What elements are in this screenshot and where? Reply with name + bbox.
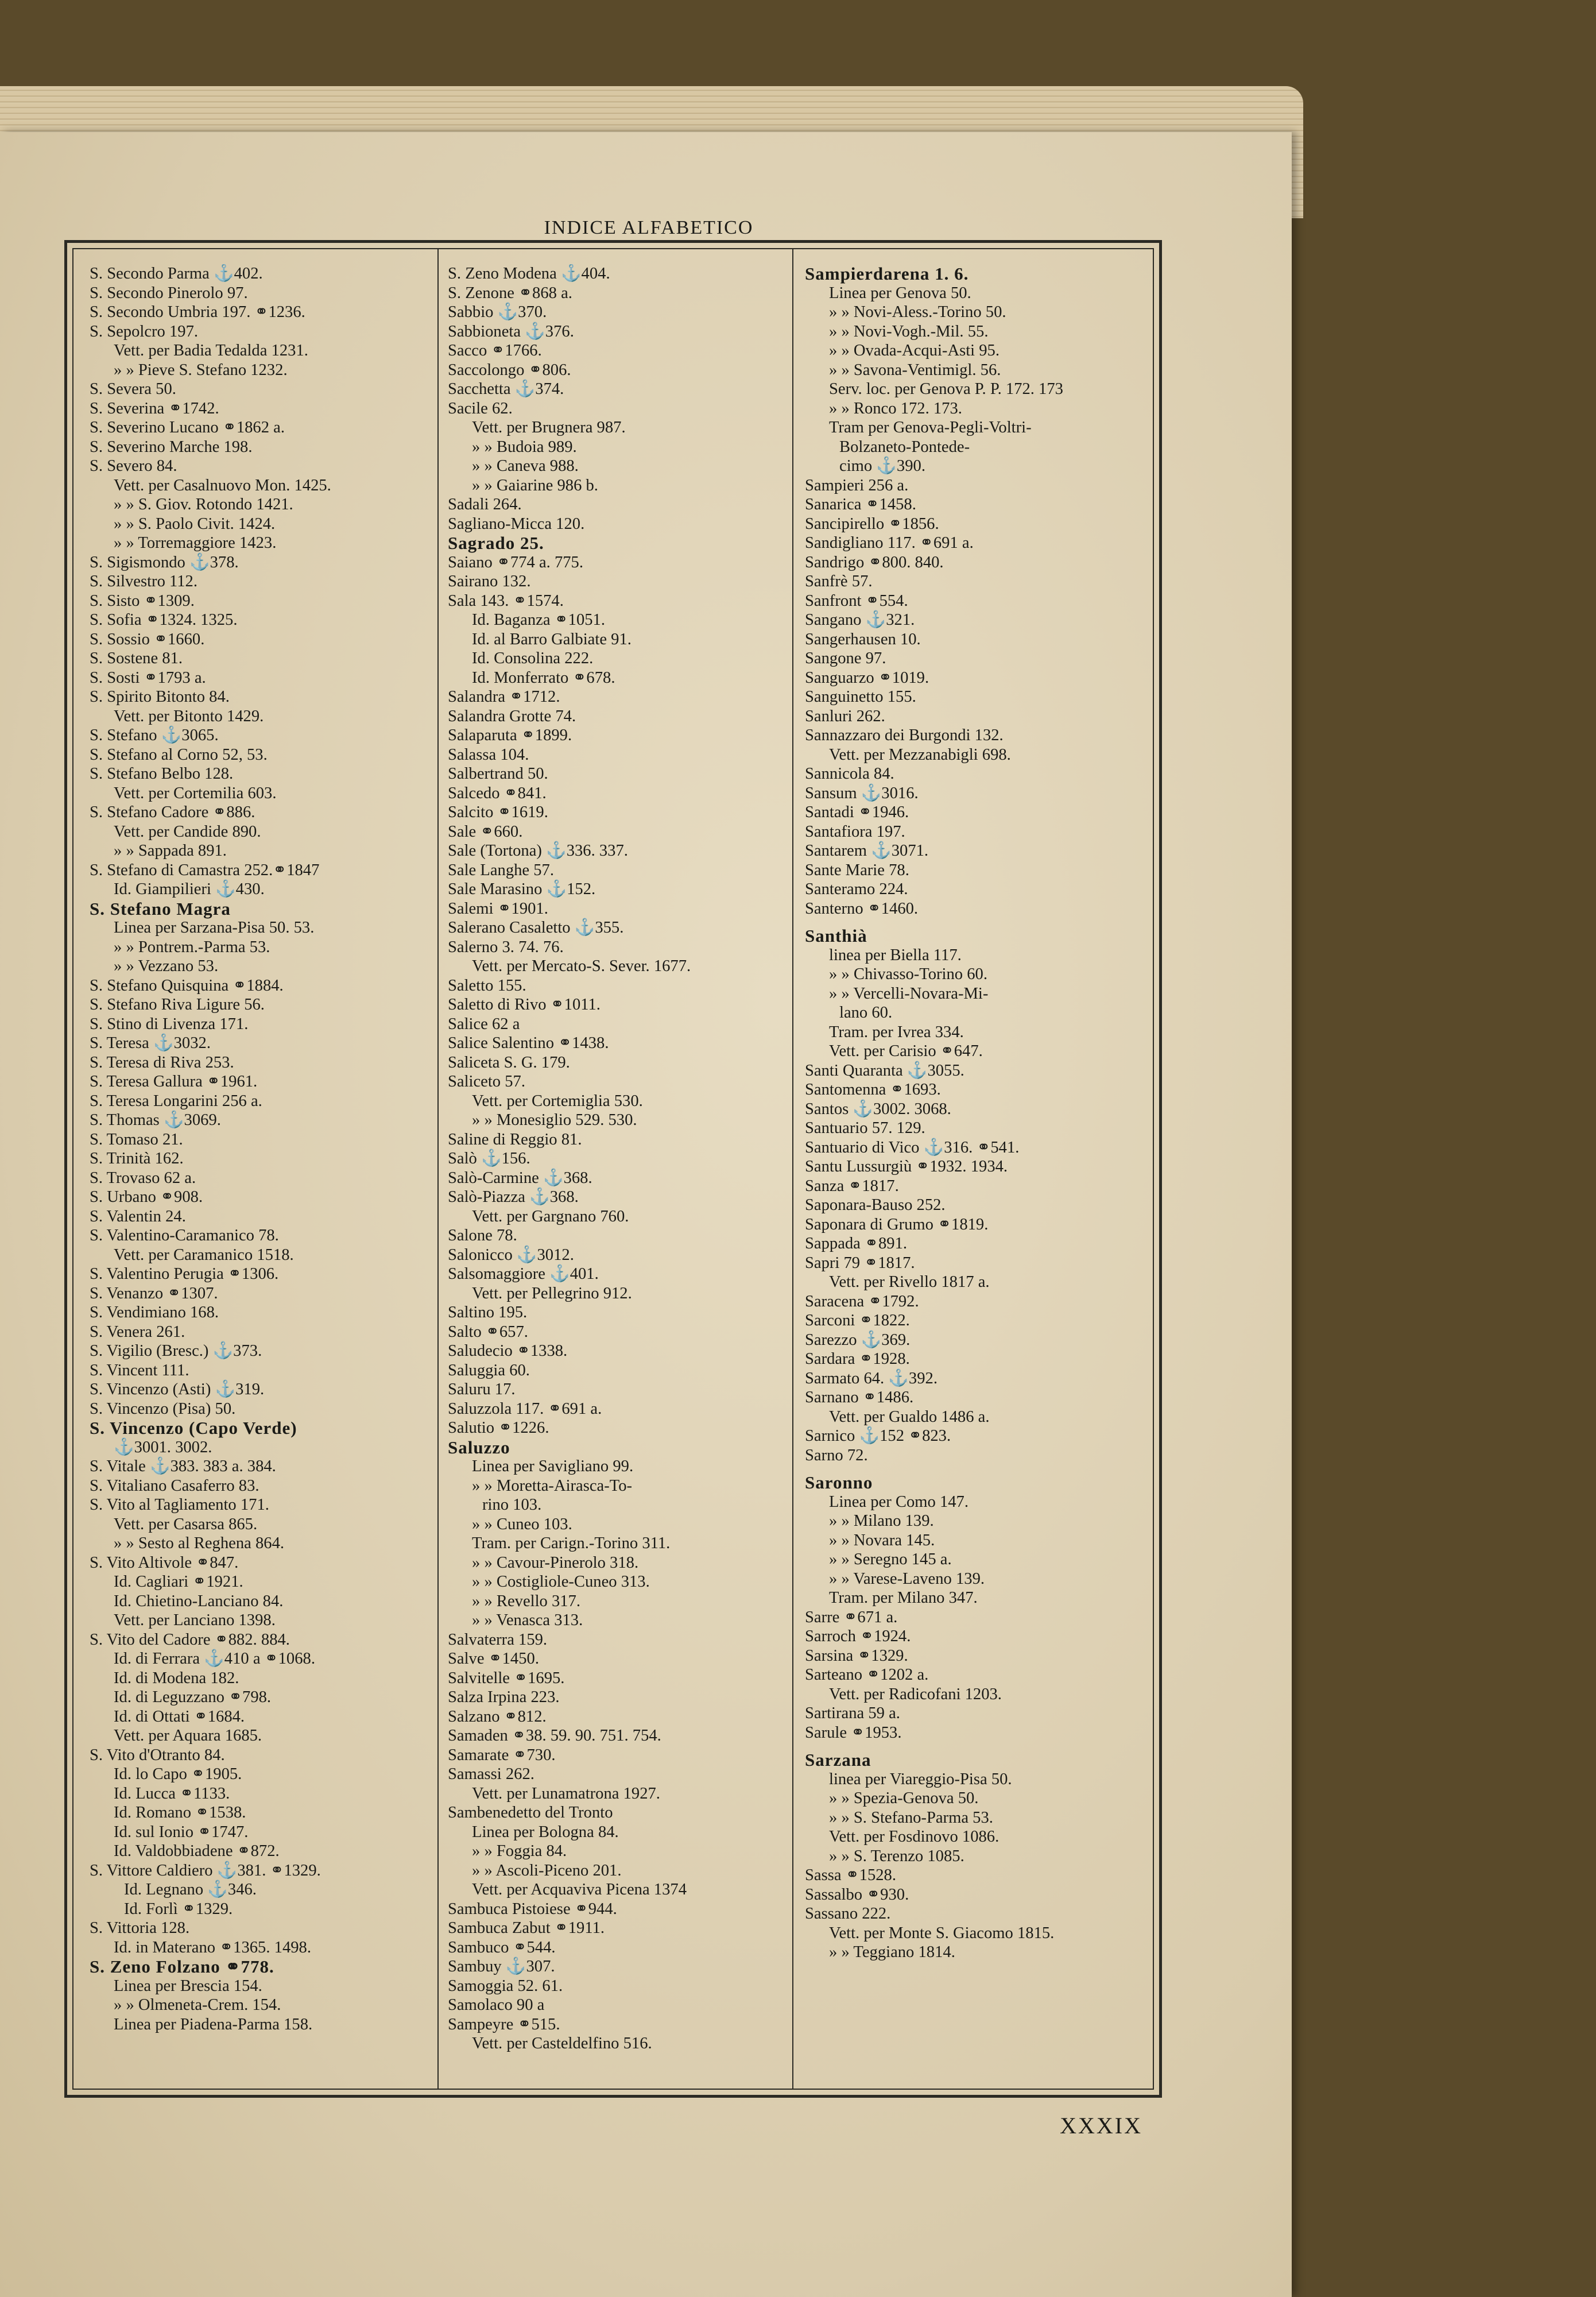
index-entry: » » Foggia 84. xyxy=(472,1842,567,1860)
index-entry: Sacchetta ⚓374. xyxy=(448,380,564,398)
index-entry: Samolaco 90 a xyxy=(448,1996,545,2014)
index-entry: Vett. per Cortemilia 603. xyxy=(114,784,277,802)
index-entry: Salzano ⚭812. xyxy=(448,1707,547,1726)
index-entry: Sadali 264. xyxy=(448,496,522,513)
index-entry: Vett. per Carisio ⚭647. xyxy=(829,1042,983,1060)
index-entry: Vett. per Gargnano 760. xyxy=(472,1207,629,1225)
index-entry: Salvitelle ⚭1695. xyxy=(448,1669,565,1687)
index-entry: » » Vezzano 53. xyxy=(114,957,219,975)
index-entry: S. Sossio ⚭1660. xyxy=(90,630,205,648)
index-entry: Vett. per Brugnera 987. xyxy=(472,419,626,436)
index-entry: Salò-Carmine ⚓368. xyxy=(448,1169,592,1187)
index-entry: Salerno 3. 74. 76. xyxy=(448,938,564,956)
index-entry: Saletto di Rivo ⚭1011. xyxy=(448,996,601,1014)
index-heading: Sarzana xyxy=(805,1750,871,1770)
index-entry: Id. in Materano ⚭1365. 1498. xyxy=(114,1938,311,1956)
index-heading: S. Zeno Folzano ⚭778. xyxy=(90,1956,274,1977)
index-entry: Sassano 222. xyxy=(805,1905,891,1923)
index-entry: » » S. Giov. Rotondo 1421. xyxy=(114,496,293,513)
index-entry: Salza Irpina 223. xyxy=(448,1688,560,1706)
index-entry: » » Ronco 172. 173. xyxy=(829,399,962,417)
index-entry: Salice Salentino ⚭1438. xyxy=(448,1034,609,1052)
index-entry: Salsomaggiore ⚓401. xyxy=(448,1265,599,1283)
index-entry: Saludecio ⚭1338. xyxy=(448,1342,568,1360)
index-entry: Vett. per Rivello 1817 a. xyxy=(829,1273,990,1291)
index-entry: Sarsina ⚭1329. xyxy=(805,1646,908,1665)
index-entry: Sanluri 262. xyxy=(805,707,885,725)
index-entry: Sansum ⚓3016. xyxy=(805,784,919,802)
index-entry: Santu Lussurgiù ⚭1932. 1934. xyxy=(805,1158,1008,1175)
index-entry: » » Teggiano 1814. xyxy=(829,1943,955,1961)
index-entry: Sambuy ⚓307. xyxy=(448,1958,555,1975)
index-entry: S. Sofia ⚭1324. 1325. xyxy=(90,611,238,629)
index-entry: S. Stefano Riva Ligure 56. xyxy=(90,996,265,1014)
index-column-3 xyxy=(805,264,1155,2085)
index-entry: » » Savona-Ventimigl. 56. xyxy=(829,361,1001,379)
index-entry: Saracena ⚭1792. xyxy=(805,1292,919,1310)
index-entry: Id. Forlì ⚭1329. xyxy=(124,1900,233,1918)
index-heading: Sagrado 25. xyxy=(448,533,544,553)
index-entry: » » Seregno 145 a. xyxy=(829,1550,952,1568)
index-entry: Salò-Piazza ⚓368. xyxy=(448,1188,579,1206)
index-entry: S. Vitaliano Casaferro 83. xyxy=(90,1476,259,1495)
index-entry: Vett. per Acquaviva Picena 1374 xyxy=(472,1881,687,1898)
index-entry: Santi Quaranta ⚓3055. xyxy=(805,1061,964,1080)
index-entry: Sale Langhe 57. xyxy=(448,861,555,879)
index-entry: S. Sisto ⚭1309. xyxy=(90,591,195,610)
index-entry: ⚓3001. 3002. xyxy=(114,1438,212,1456)
index-entry: Samaden ⚭38. 59. 90. 751. 754. xyxy=(448,1727,661,1745)
index-entry: S. Vittoria 128. xyxy=(90,1919,190,1937)
index-entry: » » Novi-Vogh.-Mil. 55. xyxy=(829,322,989,341)
index-entry: Vett. per Monte S. Giacomo 1815. xyxy=(829,1924,1055,1942)
index-entry: Vett. per Aquara 1685. xyxy=(114,1727,262,1745)
index-entry: Id. di Ottati ⚭1684. xyxy=(114,1707,245,1726)
index-entry: » » Spezia-Genova 50. xyxy=(829,1789,979,1807)
index-entry: Linea per Bologna 84. xyxy=(472,1823,619,1841)
index-entry: Id. Monferrato ⚭678. xyxy=(472,668,615,687)
index-entry: Salemi ⚭1901. xyxy=(448,899,548,918)
index-entry: Santeramo 224. xyxy=(805,880,908,898)
index-entry: Sagliano-Micca 120. xyxy=(448,515,585,533)
index-entry: Sambuco ⚭544. xyxy=(448,1938,556,1956)
index-entry: Santuario 57. 129. xyxy=(805,1119,925,1137)
index-entry: S. Valentino Perugia ⚭1306. xyxy=(90,1265,279,1283)
index-entry: Sandigliano 117. ⚭691 a. xyxy=(805,534,974,552)
index-heading: S. Stefano Magra xyxy=(90,898,231,919)
index-entry: Santadi ⚭1946. xyxy=(805,803,909,821)
index-entry: Vett. per Candide 890. xyxy=(114,822,261,841)
index-entry: Saletto 155. xyxy=(448,976,526,995)
index-entry: » » Chivasso-Torino 60. xyxy=(829,965,987,983)
index-entry: Tram. per Ivrea 334. xyxy=(829,1023,964,1041)
index-entry: S. Vigilio (Bresc.) ⚓373. xyxy=(90,1342,262,1360)
index-entry: Vett. per Badia Tedalda 1231. xyxy=(114,342,308,359)
index-entry: » » S. Stefano-Parma 53. xyxy=(829,1808,993,1827)
index-entry: S. Severino Lucano ⚭1862 a. xyxy=(90,419,285,436)
index-entry: Sangerhausen 10. xyxy=(805,630,921,648)
index-entry: linea per Biella 117. xyxy=(829,946,962,964)
index-entry: Id. Giampilieri ⚓430. xyxy=(114,880,265,898)
index-entry: S. Vito Altivole ⚭847. xyxy=(90,1553,239,1572)
index-column-1 xyxy=(90,264,440,2085)
index-entry: » » Ovada-Acqui-Asti 95. xyxy=(829,342,1000,359)
index-entry: Sannicola 84. xyxy=(805,765,894,783)
index-entry: Sardara ⚭1928. xyxy=(805,1350,910,1368)
index-entry: Salvaterra 159. xyxy=(448,1630,548,1649)
index-entry: Salonicco ⚓3012. xyxy=(448,1246,574,1264)
index-entry: Sapri 79 ⚭1817. xyxy=(805,1254,915,1272)
index-entry: S. Secondo Umbria 197. ⚭1236. xyxy=(90,303,305,321)
index-entry: Bolzaneto-Pontede- xyxy=(839,438,970,456)
index-entry: Salassa 104. xyxy=(448,745,529,764)
index-entry: Santomenna ⚭1693. xyxy=(805,1081,941,1099)
index-entry: Id. Baganza ⚭1051. xyxy=(472,611,605,629)
index-entry: S. Spirito Bitonto 84. xyxy=(90,688,230,706)
index-entry: Saluggia 60. xyxy=(448,1361,530,1379)
index-entry: S. Teresa di Riva 253. xyxy=(90,1053,234,1072)
index-entry: Vett. per Casarsa 865. xyxy=(114,1515,258,1533)
index-entry: Linea per Savigliano 99. xyxy=(472,1457,634,1475)
index-entry: S. Vendimiano 168. xyxy=(90,1304,219,1321)
index-entry: Serv. loc. per Genova P. P. 172. 173 xyxy=(829,380,1063,398)
index-entry: Id. Valdobbiadene ⚭872. xyxy=(114,1842,280,1860)
index-entry: Salerano Casaletto ⚓355. xyxy=(448,919,624,937)
index-entry: Sassalbo ⚭930. xyxy=(805,1885,909,1904)
index-entry: Salò ⚓156. xyxy=(448,1150,530,1167)
index-entry: Id. Cagliari ⚭1921. xyxy=(114,1573,243,1591)
index-entry: Saline di Reggio 81. xyxy=(448,1130,582,1148)
index-entry: S. Sostene 81. xyxy=(90,649,183,667)
index-entry: Vett. per Mezzanabigli 698. xyxy=(829,745,1011,764)
index-entry: » » Sesto al Reghena 864. xyxy=(114,1534,285,1552)
index-entry: S. Vito d'Otranto 84. xyxy=(90,1746,225,1764)
index-heading: Sampierdarena 1. 6. xyxy=(805,264,969,284)
index-entry: Sarule ⚭1953. xyxy=(805,1723,902,1742)
index-entry: Salcito ⚭1619. xyxy=(448,803,548,821)
index-entry: Santos ⚓3002. 3068. xyxy=(805,1100,951,1118)
index-entry: Salbertrand 50. xyxy=(448,765,548,783)
index-entry: Sarre ⚭671 a. xyxy=(805,1608,898,1626)
index-entry: Sanfrè 57. xyxy=(805,573,873,590)
index-entry: S. Sigismondo ⚓378. xyxy=(90,553,239,571)
index-entry: linea per Viareggio-Pisa 50. xyxy=(829,1770,1012,1788)
index-entry: Sampeyre ⚭515. xyxy=(448,2015,560,2033)
index-column-2 xyxy=(448,264,798,2085)
index-entry: S. Teresa ⚓3032. xyxy=(90,1034,211,1052)
index-entry: Sanguarzo ⚭1019. xyxy=(805,668,929,687)
index-entry: S. Silvestro 112. xyxy=(90,573,197,590)
index-entry: Sante Marie 78. xyxy=(805,861,909,879)
index-entry: » » Olmeneta-Crem. 154. xyxy=(114,1996,281,2014)
index-entry: Vett. per Fosdinovo 1086. xyxy=(829,1828,1000,1846)
index-entry: S. Teresa Longarini 256 a. xyxy=(90,1092,262,1110)
index-entry: Salice 62 a xyxy=(448,1015,520,1033)
index-entry: S. Severina ⚭1742. xyxy=(90,399,219,417)
index-entry: » » Caneva 988. xyxy=(472,457,579,475)
index-entry: S. Teresa Gallura ⚭1961. xyxy=(90,1073,258,1091)
index-entry: S. Severino Marche 198. xyxy=(90,438,253,456)
index-entry: Salutio ⚭1226. xyxy=(448,1419,549,1437)
index-entry: Sala 143. ⚭1574. xyxy=(448,591,564,610)
index-entry xyxy=(805,1742,1155,1750)
index-entry: Sambuca Pistoiese ⚭944. xyxy=(448,1900,617,1918)
index-entry: Vett. per Bitonto 1429. xyxy=(114,707,264,725)
index-entry: Santuario di Vico ⚓316. ⚭541. xyxy=(805,1138,1020,1157)
index-entry: Vett. per Casteldelfino 516. xyxy=(472,2035,652,2052)
index-entry: Sarno 72. xyxy=(805,1446,868,1464)
index-entry: Linea per Sarzana-Pisa 50. 53. xyxy=(114,919,315,937)
index-entry: Salandra Grotte 74. xyxy=(448,707,576,725)
index-entry: S. Vitale ⚓383. 383 a. 384. xyxy=(90,1457,276,1475)
index-entry: » » Sappada 891. xyxy=(114,842,227,860)
index-entry: Sanguinetto 155. xyxy=(805,688,916,706)
index-entry: » » Moretta-Airasca-To- xyxy=(472,1476,633,1495)
index-entry: Saponara-Bauso 252. xyxy=(805,1196,946,1214)
index-entry: rino 103. xyxy=(482,1496,542,1514)
index-entry: S. Vittore Caldiero ⚓381. ⚭1329. xyxy=(90,1861,321,1880)
index-entry: » » Pontrem.-Parma 53. xyxy=(114,938,270,956)
index-entry: » » Monesiglio 529. 530. xyxy=(472,1111,637,1129)
index-entry: Santerno ⚭1460. xyxy=(805,899,919,918)
index-entry: S. Venanzo ⚭1307. xyxy=(90,1284,218,1302)
index-entry: Salto ⚭657. xyxy=(448,1322,528,1341)
index-entry: Id. Romano ⚭1538. xyxy=(114,1804,246,1822)
index-entry: S. Valentino-Caramanico 78. xyxy=(90,1227,279,1244)
index-entry: » » Cavour-Pinerolo 318. xyxy=(472,1553,639,1572)
index-entry: Sairano 132. xyxy=(448,573,531,590)
index-entry: » » Novara 145. xyxy=(829,1531,935,1549)
index-entry: S. Vito del Cadore ⚭882. 884. xyxy=(90,1630,290,1649)
index-entry: Saliceto 57. xyxy=(448,1073,525,1091)
index-entry: Saluru 17. xyxy=(448,1380,516,1398)
index-entry: Sarroch ⚭1924. xyxy=(805,1627,911,1645)
index-entry: Saltino 195. xyxy=(448,1304,528,1321)
index-heading: Santhià xyxy=(805,926,867,946)
index-entry: Id. sul Ionio ⚭1747. xyxy=(114,1823,249,1841)
index-entry: Santafiora 197. xyxy=(805,822,905,841)
index-entry: Samoggia 52. 61. xyxy=(448,1977,563,1995)
index-entry: Samassi 262. xyxy=(448,1765,534,1783)
index-entry: Linea per Piadena-Parma 158. xyxy=(114,2015,313,2033)
index-entry: Sanarica ⚭1458. xyxy=(805,496,916,513)
index-entry: S. Stefano Belbo 128. xyxy=(90,765,234,783)
index-entry: Sale Marasino ⚓152. xyxy=(448,880,596,898)
index-entry: Vett. per Lanciano 1398. xyxy=(114,1611,276,1629)
index-entry: » » Ascoli-Piceno 201. xyxy=(472,1861,622,1880)
index-entry: Vett. per Mercato-S. Sever. 1677. xyxy=(472,957,691,975)
index-entry: Id. Legnano ⚓346. xyxy=(124,1881,257,1898)
index-entry: S. Valentin 24. xyxy=(90,1207,186,1225)
index-entry: Sarezzo ⚓369. xyxy=(805,1331,911,1349)
index-entry: Sacile 62. xyxy=(448,399,513,417)
index-entry: S. Severo 84. xyxy=(90,457,177,475)
index-entry: Sambuca Zabut ⚭1911. xyxy=(448,1919,605,1937)
index-entry: Saccolongo ⚭806. xyxy=(448,361,571,379)
index-entry: S. Zeno Modena ⚓404. xyxy=(448,265,610,283)
index-entry: Sartirana 59 a. xyxy=(805,1704,900,1722)
index-heading: Saronno xyxy=(805,1472,873,1492)
index-entry: » » Costigliole-Cuneo 313. xyxy=(472,1573,650,1591)
index-entry: Saiano ⚭774 a. 775. xyxy=(448,553,583,571)
index-entry: Sannazzaro dei Burgondi 132. xyxy=(805,726,1004,744)
index-entry: S. Stefano di Camastra 252.⚭1847 xyxy=(90,861,320,879)
index-entry: Sacco ⚭1766. xyxy=(448,342,542,359)
index-entry: S. Thomas ⚓3069. xyxy=(90,1111,221,1129)
index-entry: Linea per Brescia 154. xyxy=(114,1977,262,1995)
index-entry: S. Secondo Pinerolo 97. xyxy=(90,284,248,302)
index-entry: Sangano ⚓321. xyxy=(805,611,915,629)
index-entry: » » Vercelli-Novara-Mi- xyxy=(829,984,989,1003)
index-entry: » » Gaiarine 986 b. xyxy=(472,476,598,494)
index-entry: » » Milano 139. xyxy=(829,1512,934,1530)
index-entry: S. Sosti ⚭1793 a. xyxy=(90,668,206,687)
index-entry: Sarteano ⚭1202 a. xyxy=(805,1666,929,1684)
index-entry: Sappada ⚭891. xyxy=(805,1235,908,1252)
index-entry: Sancipirello ⚭1856. xyxy=(805,515,939,533)
index-entry: S. Urbano ⚭908. xyxy=(90,1188,203,1206)
index-entry: Sale (Tortona) ⚓336. 337. xyxy=(448,842,628,860)
index-entry: Vett. per Caramanico 1518. xyxy=(114,1246,294,1264)
index-entry: Samarate ⚭730. xyxy=(448,1746,556,1764)
index-entry: Sarconi ⚭1822. xyxy=(805,1312,910,1329)
index-entry: Salve ⚭1450. xyxy=(448,1650,539,1668)
index-entry: Linea per Genova 50. xyxy=(829,284,971,302)
index-entry: S. Stefano ⚓3065. xyxy=(90,726,219,744)
index-entry: » » S. Terenzo 1085. xyxy=(829,1847,964,1865)
index-entry: S. Stefano Quisquina ⚭1884. xyxy=(90,976,284,995)
index-entry xyxy=(805,1465,1155,1473)
index-entry: S. Zenone ⚭868 a. xyxy=(448,284,572,302)
index-entry: Vett. per Pellegrino 912. xyxy=(472,1284,632,1302)
index-entry: Sanza ⚭1817. xyxy=(805,1177,899,1195)
index-entry: Id. di Leguzzano ⚭798. xyxy=(114,1688,272,1706)
index-entry: Id. Lucca ⚭1133. xyxy=(114,1784,230,1803)
index-entry: » » Budoia 989. xyxy=(472,438,577,456)
index-entry: S. Severa 50. xyxy=(90,380,176,398)
index-entry: S. Stefano al Corno 52, 53. xyxy=(90,745,268,764)
index-entry: Saponara di Grumo ⚭1819. xyxy=(805,1215,989,1233)
index-entry: Id. lo Capo ⚭1905. xyxy=(114,1765,242,1783)
index-entry: Sampieri 256 a. xyxy=(805,476,909,494)
index-entry: Vett. per Radicofani 1203. xyxy=(829,1685,1002,1703)
index-entry: S. Trinità 162. xyxy=(90,1150,184,1167)
index-entry: S. Sepolcro 197. xyxy=(90,322,199,341)
index-heading: Saluzzo xyxy=(448,1437,510,1457)
index-entry: Santarem ⚓3071. xyxy=(805,842,929,860)
index-entry: Sabbioneta ⚓376. xyxy=(448,322,574,341)
index-entry: » » Varese-Laveno 139. xyxy=(829,1569,985,1588)
index-entry: Sarnano ⚭1486. xyxy=(805,1389,914,1406)
index-entry: Saluzzola 117. ⚭691 a. xyxy=(448,1399,602,1418)
index-entry: » » S. Paolo Civit. 1424. xyxy=(114,515,276,533)
index-entry: Salcedo ⚭841. xyxy=(448,784,547,802)
index-entry: Sabbio ⚓370. xyxy=(448,303,547,321)
page-number: XXXIX xyxy=(1060,2113,1142,2139)
index-entry: » » Venasca 313. xyxy=(472,1611,583,1629)
index-entry: » » Pieve S. Stefano 1232. xyxy=(114,361,288,379)
index-heading: S. Vincenzo (Capo Verde) xyxy=(90,1418,297,1438)
index-entry: Sangone 97. xyxy=(805,649,886,667)
index-entry: Sambenedetto del Tronto xyxy=(448,1804,613,1822)
index-entry: Salandra ⚭1712. xyxy=(448,688,560,706)
index-entry: S. Venera 261. xyxy=(90,1322,185,1341)
index-entry: Vett. per Gualdo 1486 a. xyxy=(829,1407,990,1426)
index-entry: S. Tomaso 21. xyxy=(90,1130,183,1148)
index-entry: Sanfront ⚭554. xyxy=(805,591,908,610)
index-entry: S. Secondo Parma ⚓402. xyxy=(90,265,263,283)
index-entry: Id. Chietino-Lanciano 84. xyxy=(114,1592,284,1610)
index-entry: » » Torremaggiore 1423. xyxy=(114,534,277,552)
index-entry: Sarmato 64. ⚓392. xyxy=(805,1369,938,1387)
index-entry: Tram per Genova-Pegli-Voltri- xyxy=(829,419,1032,436)
index-entry: Linea per Como 147. xyxy=(829,1492,969,1511)
index-entry: S. Vincent 111. xyxy=(90,1361,189,1379)
index-entry: S. Vito al Tagliamento 171. xyxy=(90,1496,269,1514)
index-entry: Salone 78. xyxy=(448,1227,517,1244)
index-entry: Id. al Barro Galbiate 91. xyxy=(472,630,632,648)
index-entry: Id. Consolina 222. xyxy=(472,649,594,667)
index-entry: S. Stefano Cadore ⚭886. xyxy=(90,803,255,821)
index-entry: Saliceta S. G. 179. xyxy=(448,1053,570,1072)
page-header: INDICE ALFABETICO xyxy=(544,217,754,238)
index-entry xyxy=(805,918,1155,926)
index-entry: S. Trovaso 62 a. xyxy=(90,1169,196,1187)
index-entry: cimo ⚓390. xyxy=(839,457,925,475)
index-entry: » » Revello 317. xyxy=(472,1592,581,1610)
index-entry: Vett. per Casalnuovo Mon. 1425. xyxy=(114,476,331,494)
index-entry: Id. di Modena 182. xyxy=(114,1669,239,1687)
index-entry: » » Cuneo 103. xyxy=(472,1515,572,1533)
index-entry: » » Novi-Aless.-Torino 50. xyxy=(829,303,1006,321)
index-entry: Id. di Ferrara ⚓410 a ⚭1068. xyxy=(114,1650,315,1668)
index-entry: Vett. per Lunamatrona 1927. xyxy=(472,1784,660,1803)
index-entry: Tram. per Milano 347. xyxy=(829,1589,978,1607)
index-entry: Sassa ⚭1528. xyxy=(805,1866,896,1884)
index-entry: lano 60. xyxy=(839,1004,893,1022)
index-entry: Sandrigo ⚭800. 840. xyxy=(805,553,944,571)
index-entry: Sarnico ⚓152 ⚭823. xyxy=(805,1427,951,1445)
index-entry: S. Stino di Livenza 171. xyxy=(90,1015,249,1033)
index-entry: S. Vincenzo (Pisa) 50. xyxy=(90,1399,236,1418)
index-entry: Vett. per Cortemiglia 530. xyxy=(472,1092,643,1110)
index-entry: S. Vincenzo (Asti) ⚓319. xyxy=(90,1380,265,1398)
index-entry: Tram. per Carign.-Torino 311. xyxy=(472,1534,671,1552)
index-entry: Sale ⚭660. xyxy=(448,822,523,841)
index-entry: Salaparuta ⚭1899. xyxy=(448,726,572,744)
